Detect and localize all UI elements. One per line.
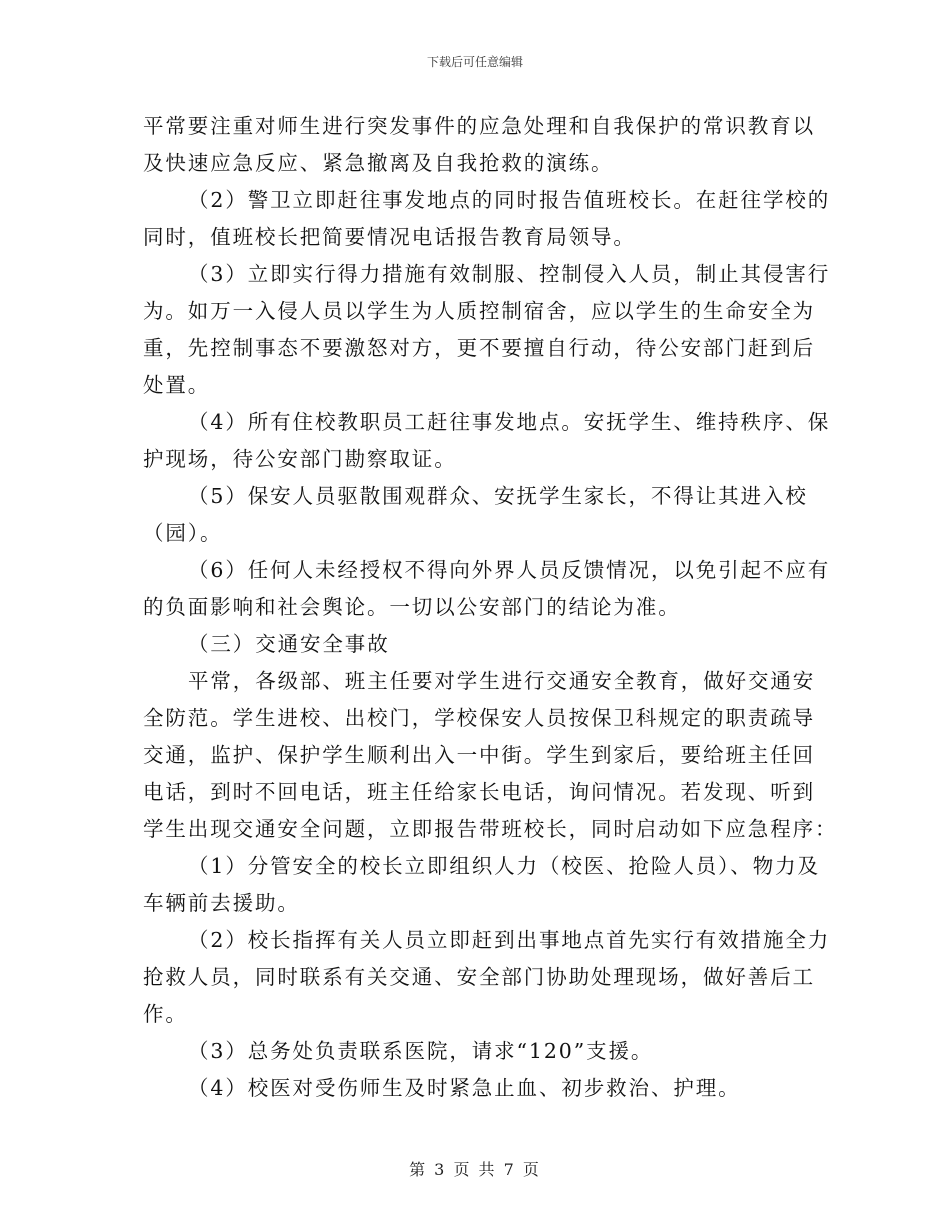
body-line: （3）总务处负责联系医院，请求“120”支援。 [188, 1039, 654, 1063]
body-line: 护现场，待公安部门勘察取证。 [143, 447, 457, 471]
body-line: （园）。 [143, 521, 223, 545]
body-line: 的负面影响和社会舆论。一切以公安部门的结论为准。 [143, 595, 681, 619]
body-line: 电话，到时不回电话，班主任给家长电话，询问情况。若发现、听到 [143, 780, 815, 804]
body-line: （5）保安人员驱散围观群众、安抚学生家长，不得让其进入校 [188, 484, 808, 508]
body-line: （3）立即实行得力措施有效制服、控制侵入人员，制止其侵害行 [188, 262, 831, 286]
body-line: 抢救人员，同时联系有关交通、安全部门协助处理现场，做好善后工 [143, 965, 815, 989]
body-line: （2）警卫立即赶往事发地点的同时报告值班校长。在赶往学校的 [188, 188, 831, 212]
body-line: 处置。 [143, 373, 211, 397]
body-line: 全防范。学生进校、出校门，学校保安人员按保卫科规定的职责疏导 [143, 706, 815, 730]
body-line: 车辆前去援助。 [143, 891, 300, 915]
body-line: （4）校医对受伤师生及时紧急止血、初步救治、护理。 [188, 1076, 741, 1100]
body-line: 为。如万一入侵人员以学生为人质控制宿舍，应以学生的生命安全为 [143, 299, 815, 323]
body-line: 同时，值班校长把简要情况电话报告教育局领导。 [143, 225, 636, 249]
section-heading: （三）交通安全事故 [188, 632, 390, 656]
body-line: 及快速应急反应、紧急撤离及自我抢救的演练。 [143, 151, 614, 175]
body-line: 平常，各级部、班主任要对学生进行交通安全教育，做好交通安 [188, 669, 816, 693]
body-line: （1）分管安全的校长立即组织人力（校医、抢险人员）、物力及 [188, 854, 820, 878]
body-line: （4）所有住校教职员工赶往事发地点。安抚学生、维持秩序、保 [188, 410, 831, 434]
body-line: （2）校长指挥有关人员立即赶到出事地点首先实行有效措施全力 [188, 928, 831, 952]
body-line: （6）任何人未经授权不得向外界人员反馈情况，以免引起不应有 [188, 558, 831, 582]
body-line: 交通，监护、保护学生顺利出入一中街。学生到家后，要给班主任回 [143, 743, 815, 767]
body-line: 平常要注重对师生进行突发事件的应急处理和自我保护的常识教育以 [143, 114, 815, 138]
body-line: 作。 [143, 1002, 188, 1026]
page-header: 下载后可任意编辑 [426, 55, 523, 69]
page-number-footer: 第 3 页 共 7 页 [409, 1160, 541, 1179]
body-line: 学生出现交通安全问题，立即报告带班校长，同时启动如下应急程序： [143, 817, 838, 841]
body-line: 重，先控制事态不要激怒对方，更不要擅自行动，待公安部门赶到后 [143, 336, 815, 360]
